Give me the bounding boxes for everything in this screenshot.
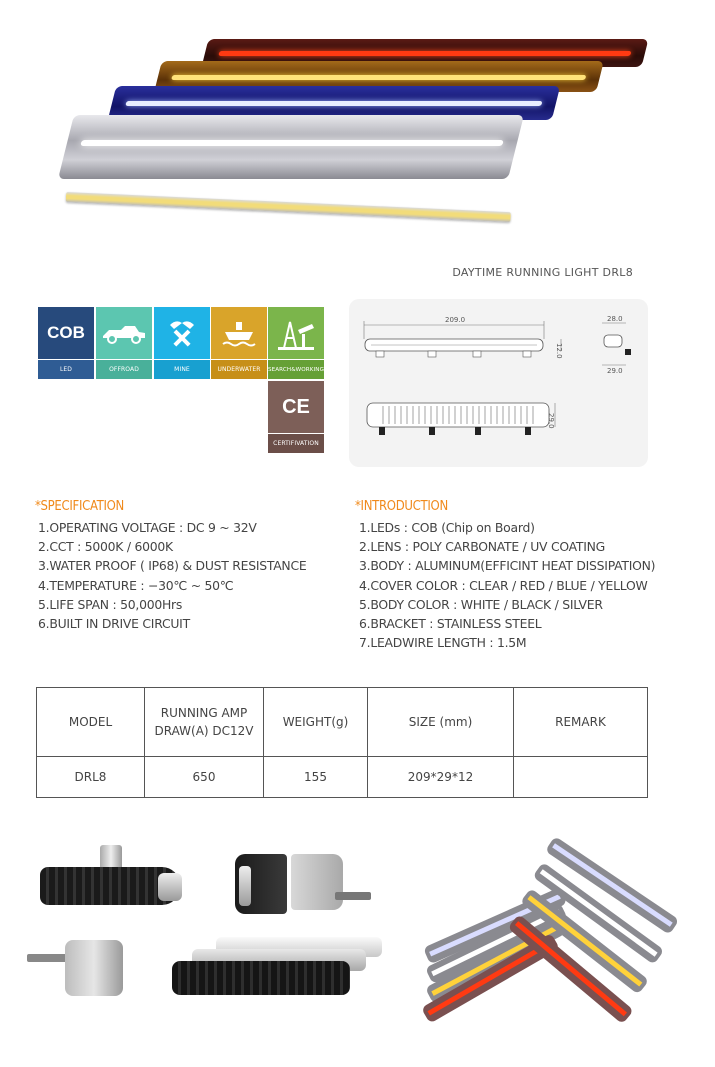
intro-item: 7.LEADWIRE LENGTH : 1.5M xyxy=(359,635,527,651)
hero-product-image xyxy=(0,0,715,240)
dimension-drawing xyxy=(349,299,648,467)
spec-item: 6.BUILT IN DRIVE CIRCUIT xyxy=(38,616,190,632)
mine-tile xyxy=(154,307,210,379)
cob-title: COB xyxy=(47,323,85,342)
intro-item: 4.COVER COLOR : CLEAR / RED / BLUE / YELLOW xyxy=(359,577,648,593)
length-dimension: 209.0 xyxy=(445,316,466,324)
table-header-model: MODEL xyxy=(37,688,145,757)
race-car-icon xyxy=(101,322,147,344)
mine-label: MINE xyxy=(154,360,210,379)
table-header-weight: WEIGHT(g) xyxy=(264,688,368,757)
ce-title: CE xyxy=(282,395,310,418)
front-height-dimension: 12.0 xyxy=(555,343,563,359)
table-cell-remark xyxy=(514,757,648,798)
intro-item: 5.BODY COLOR : WHITE / BLACK / SILVER xyxy=(359,596,603,612)
spec-item: 2.CCT : 5000K / 6000K xyxy=(38,539,173,555)
specification-title: *SPECIFICATION xyxy=(35,499,125,514)
pickaxe-icon xyxy=(166,317,198,349)
clear-light-bar xyxy=(58,115,524,179)
technical-drawing-svg xyxy=(349,299,648,467)
table-cell-weight: 155 xyxy=(264,757,368,798)
cob-label: LED xyxy=(38,360,94,379)
side-bottom-dimension: 29.0 xyxy=(607,367,623,375)
intro-item: 2.LENS : POLY CARBONATE / UV COATING xyxy=(359,539,606,555)
underwater-tile xyxy=(211,307,267,379)
table-cell-amp: 650 xyxy=(145,757,264,798)
cob-led-tile xyxy=(38,307,94,379)
ship-icon xyxy=(221,318,257,348)
body-height-dimension: 29.0 xyxy=(547,413,555,429)
table-header-amp: RUNNING AMP DRAW(A) DC12V xyxy=(145,688,264,757)
black-housing-photo xyxy=(40,845,185,915)
table-cell-model: DRL8 xyxy=(37,757,145,798)
introduction-title: *INTRODUCTION xyxy=(355,499,448,514)
oil-derrick-icon xyxy=(276,316,316,350)
product-caption: DAYTIME RUNNING LIGHT DRL8 xyxy=(452,266,633,279)
ce-certification-tile xyxy=(268,381,324,453)
introduction-list xyxy=(359,518,655,652)
search-working-label: SEARCH&WORKING xyxy=(268,360,324,379)
table-row xyxy=(37,757,648,798)
stacked-housings-photo xyxy=(172,937,384,999)
specification-list xyxy=(38,518,306,633)
table-cell-size: 209*29*12 xyxy=(368,757,514,798)
fanned-lights-svg xyxy=(415,828,690,1023)
table-header-row xyxy=(37,688,648,757)
side-top-dimension: 28.0 xyxy=(607,315,623,323)
offroad-tile xyxy=(96,307,152,379)
spec-item: 5.LIFE SPAN : 50,000Hrs xyxy=(38,596,183,612)
end-caps-photo xyxy=(235,852,375,916)
spec-item: 4.TEMPERATURE : −30℃ ~ 50℃ xyxy=(38,577,234,593)
underwater-label: UNDERWATER xyxy=(211,360,267,379)
search-working-tile xyxy=(268,307,324,379)
intro-item: 6.BRACKET : STAINLESS STEEL xyxy=(359,616,542,632)
table-header-size: SIZE (mm) xyxy=(368,688,514,757)
colored-lights-fan-photo xyxy=(415,828,690,1023)
specification-table xyxy=(36,687,648,798)
cob-strip xyxy=(66,192,511,222)
silver-housing-photo xyxy=(27,938,127,1000)
spec-item: 1.OPERATING VOLTAGE : DC 9 ~ 32V xyxy=(38,520,257,535)
offroad-label: OFFROAD xyxy=(96,360,152,379)
ce-label: CERTIFIVATION xyxy=(268,434,324,453)
intro-item: 1.LEDs : COB (Chip on Board) xyxy=(359,520,535,535)
spec-item: 3.WATER PROOF ( IP68) & DUST RESISTANCE xyxy=(38,558,307,574)
intro-item: 3.BODY : ALUMINUM(EFFICINT HEAT DISSIPATION) xyxy=(359,558,656,574)
table-header-remark: REMARK xyxy=(514,688,648,757)
